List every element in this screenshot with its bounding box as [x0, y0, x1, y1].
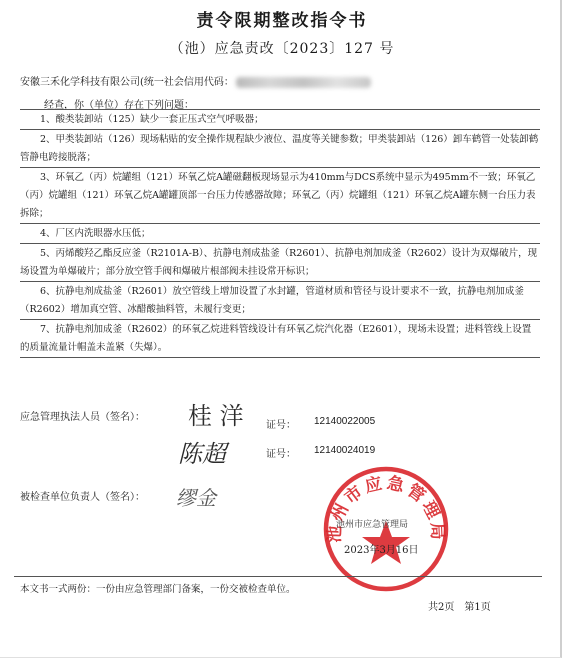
document-title: 责令限期整改指令书 — [196, 11, 368, 31]
enforcer-signature-2: 陈超 — [178, 440, 226, 468]
issue-item-5: 5、丙烯酸羟乙酯反应釜（R2101A-B）、抗静电剂成盐釜（R2601）、抗静电剂加成釜（R2602）设计为双爆破片，现场设置为单爆破片；部分放空管手阀和爆破片根部阀未挂设常开标识； — [20, 244, 540, 282]
footer-rule — [14, 576, 542, 577]
redacted-credit-code — [236, 77, 371, 88]
document-number: （池）应急责改〔2023〕127 号 — [169, 41, 395, 57]
issue-item-1: 1、酸类装卸站（125）缺少一套正压式空气呼吸器； — [20, 110, 540, 130]
company-name: 安徽三禾化学科技有限公司(统一社会信用代码： — [20, 77, 234, 88]
issue-item-7: 7、抗静电剂加成釜（R2602）的环氧乙烷进料管线设计有环氧乙烷汽化器（E2601），现场未设置；进料管线上设置的质量流量计帽盖未盖紧（失爆）。 — [20, 320, 540, 358]
inspected-label: 被检查单位负责人（签名）： — [20, 492, 145, 503]
enforcer-label: 应急管理执法人员（签名）： — [20, 412, 145, 423]
inspected-signature: 缪金 — [176, 486, 216, 510]
issue-item-4: 4、厂区内洗眼器水压低； — [20, 224, 540, 244]
issuer-name: 池州市应急管理局 — [336, 520, 409, 530]
footer-note: 本文书一式两份：一份由应急管理部门备案，一份交被检查单位。 — [20, 584, 296, 595]
company-line — [20, 73, 371, 88]
issue-date: 2023年3月16日 — [344, 545, 419, 556]
issue-item-3: 3、环氧乙（丙）烷罐组（121）环氧乙烷A罐磁翻板现场显示为410mm与DCS系统中显示为495mm不一致；环氧乙（丙）烷罐组（121）环氧乙烷A罐罐顶部一台压力传感器故障；环氧乙（丙）烷罐组（121）环氧乙烷A罐东侧一台压力表拆除； — [20, 168, 540, 224]
issue-item-6: 6、抗静电剂成盐釜（R2601）放空管线上增加设置了水封罐，管道材质和管径与设计要求不一致，抗静电剂加成釜（R2602）增加真空管、冰醋酸抽料管，未履行变更； — [20, 282, 540, 320]
cert-number-1: 12140022005 — [314, 416, 376, 427]
intro-text: 经查，你（单位）存在下列问题： — [44, 100, 194, 111]
cert-label-1: 证号： — [266, 420, 296, 431]
cert-number-2: 12140024019 — [314, 445, 376, 456]
cert-label-2: 证号： — [266, 449, 296, 460]
page-number: 共2页 第1页 — [428, 602, 491, 613]
svg-text:池州市应急管理局: 池州市应急管理局 — [324, 473, 448, 544]
issue-list — [20, 110, 540, 358]
enforcer-signature-1: 桂 洋 — [188, 402, 244, 430]
issue-item-2: 2、甲类装卸站（126）现场粘贴的安全操作规程缺少液位、温度等关键参数；甲类装卸站（126）卸车鹤管一处装卸鹤管静电跨接脱落； — [20, 130, 540, 168]
